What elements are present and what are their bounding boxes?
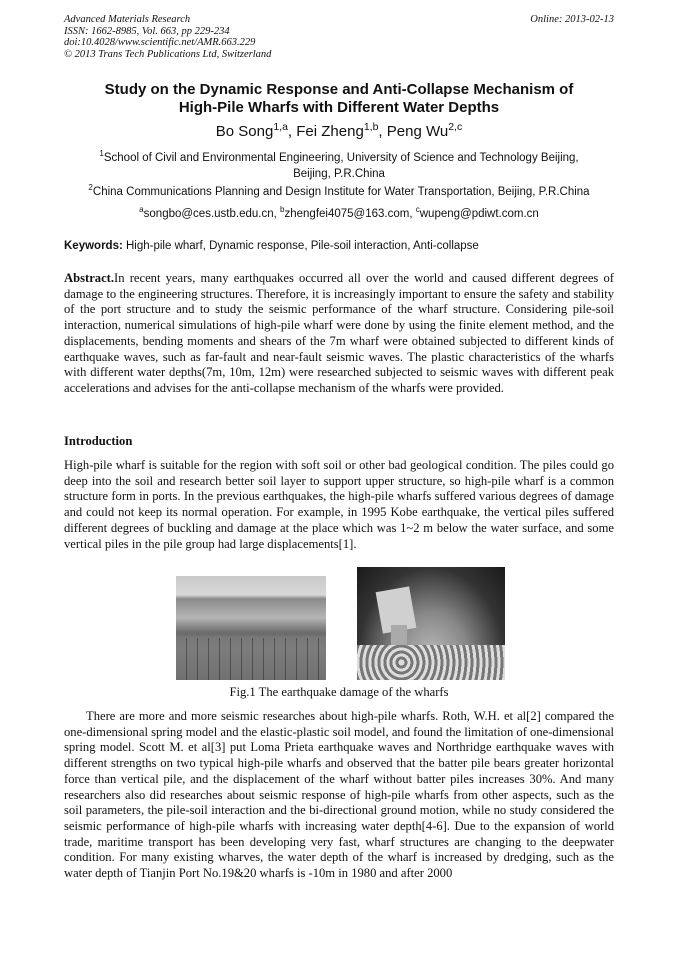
title-line: Study on the Dynamic Response and Anti-Collapse Mechanism of <box>104 81 574 98</box>
author: Fei Zheng <box>296 123 364 140</box>
aff-sup: 2 <box>88 183 93 193</box>
affiliation-1 <box>0 150 678 182</box>
author-sup: 1,a <box>273 121 288 133</box>
intro-paragraph-1: High-pile wharf is suitable for the region with soft soil or other bad geological condition. The piles could go deep into the soil and research better soil layer to support upper structure, so high-pile wharf is a common structure form in ports. In the previous earthquakes, the high-pile wharfs suffered various degrees of damage and could not keep its normal operation. For example, in 1995 Kobe earthquake, the vertical piles suffered different degrees of buckling and damage at the place which was 1~2 m below the water surface, and some vertical piles in the pile group had large displacements[1]. <box>64 458 614 551</box>
copyright: © 2013 Trans Tech Publications Ltd, Switzerland <box>64 48 272 60</box>
title-line: High-Pile Wharfs with Different Water Depths <box>178 99 500 116</box>
online-date: Online: 2013-02-13 <box>530 14 614 25</box>
email[interactable]: wupeng@pdiwt.com.cn <box>419 208 539 220</box>
journal-name: Advanced Materials Research <box>64 14 191 25</box>
abstract-label: Abstract. <box>64 271 115 285</box>
keywords-text: High-pile wharf, Dynamic response, Pile-soil interaction, Anti-collapse <box>122 240 479 252</box>
section-heading: Introduction <box>64 434 133 448</box>
emails <box>0 206 678 222</box>
abstract <box>64 271 614 397</box>
email-sup: a <box>139 205 144 215</box>
author-sup: 1,b <box>363 121 379 133</box>
aff-sup: 1 <box>99 149 104 159</box>
email-sup: b <box>280 205 285 215</box>
email-sup: c <box>415 205 420 215</box>
intro-paragraph-2: There are more and more seismic researches about high-pile wharfs. Roth, W.H. et al[2] compared the one-dimensional spring model and the elastic-plastic soil model, and found the limitation of one-dimensional spring model. Scott M. et al[3] put Loma Prieta earthquake waves and Northridge earthquake waves with different strengths on two typical high-pile wharfs and observed that the batter pile bears greater horizontal force than vertical pile, and the displacement of the wharf without batter piles increases 30%. And many researchers also did researches about seismic response of high-pile wharfs from other aspects, such as the soil parameters, the pile-soil interaction and the bi-directional ground motion, while no study considered the seismic performance of high-pile wharfs with increasing water depth[4-6]. Due to the expansion of world trade, maritime transport has been developing very fast, wharf structures are changing to the deepwater condition. For many existing wharves, the water depth of the wharf is increased by dredging, such as the water depth of Tianjin Port No.19&20 wharfs is -10m in 1980 and after 2000 <box>64 709 614 881</box>
figure-caption: Fig.1 The earthquake damage of the wharfs <box>229 685 449 699</box>
aff-text: Beijing, P.R.China <box>293 168 385 180</box>
email[interactable]: zhengfei4075@163.com, <box>284 208 416 220</box>
author: Bo Song <box>215 123 274 140</box>
doi: doi:10.4028/www.scientific.net/AMR.663.229 <box>64 37 256 48</box>
wharf-photo-right <box>357 567 505 680</box>
email[interactable]: songbo@ces.ustb.edu.cn, <box>143 208 280 220</box>
keywords-label: Keywords: <box>64 240 123 252</box>
authors: Bo Song$^{1,a}$, Fei Zheng$^{1,b}$, Peng Wu$^{2,c}$ <box>215 121 463 140</box>
abstract-text: In recent years, many earthquakes occurred all over the world and caused different degrees of damage to the engineering structures. Therefore, it is increasingly important to ensure the safety and stability of the port structure and to study the seismic performance of the wharf structure. Considering pile-soil interaction, numerical simulations of high-pile wharf were done by using the finite element method, and the displacements, bending moments and shears of the 7m wharf were obtained subjected to different kinds of earthquake waves, such as far-fault and near-fault seismic waves. The plastic characteristics of the wharfs with different water depths(7m, 10m, 12m) were researched subjected to seismic waves with different peak accelerations and advises for the anti-collapse mechanism of the wharfs were provided. <box>64 271 614 395</box>
issn: ISSN: 1662-8985, Vol. 663, pp 229-234 <box>64 25 230 37</box>
aff-text: School of Civil and Environmental Engineering, University of Science and Technology Beijing, <box>103 152 579 164</box>
affiliation-2 <box>0 184 678 200</box>
author-sup: 2,c <box>448 121 463 133</box>
wharf-photo-left <box>176 576 326 680</box>
paper-title <box>0 81 678 117</box>
journal-header <box>64 14 271 60</box>
aff-text: China Communications Planning and Design Institute for Water Transportation, Beijing, P.R.China <box>92 186 590 198</box>
keywords <box>64 240 479 252</box>
author: Peng Wu <box>386 123 449 140</box>
